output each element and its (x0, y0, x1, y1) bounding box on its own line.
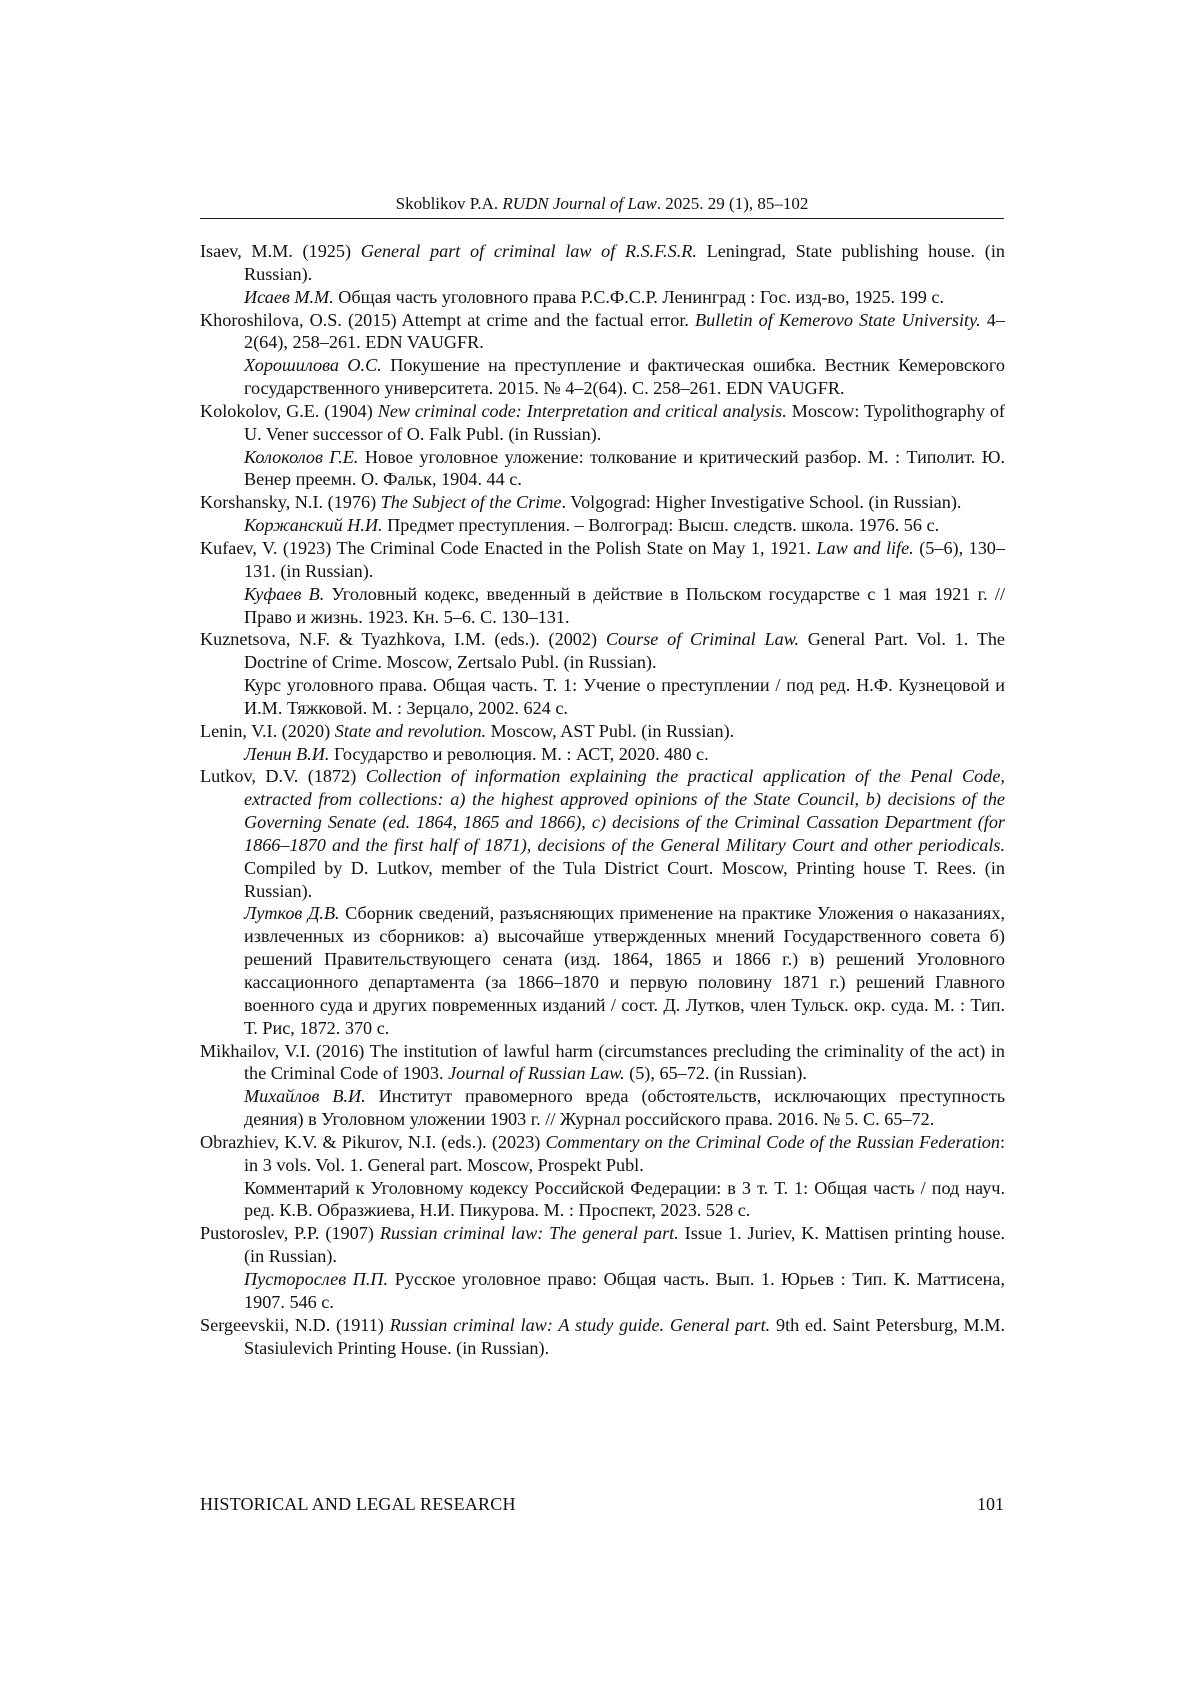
reference-list (200, 240, 1005, 1359)
reference-russian (200, 1085, 1005, 1131)
reference-english (200, 309, 1005, 355)
reference-russian (200, 354, 1005, 400)
reference-english (200, 491, 1005, 514)
reference-title: Course of Criminal Law. (605, 629, 800, 650)
reference-text-ru: Новое уголовное уложение: толкование и критический разбор. М. : Типолит. Ю. Венер преемн. О. Фальк, 1904. 44 с. (244, 446, 1005, 490)
footer-section-title: HISTORICAL AND LEGAL RESEARCH (200, 1494, 516, 1514)
reference-entry (200, 1314, 1005, 1360)
reference-author-ru: Ленин В.И. (244, 743, 330, 764)
reference-text: Lutkov, D.V. (1872) (200, 766, 366, 787)
reference-text: General Part. Vol. 1. The Doctrine of Crime. Moscow, Zertsalo Publ. (in Russian). (244, 629, 1005, 673)
reference-english (200, 720, 1005, 743)
reference-text: Kolokolov, G.E. (1904) (200, 400, 378, 421)
reference-entry (200, 1222, 1005, 1313)
header-author: Skoblikov P.A. (395, 194, 499, 213)
reference-entry (200, 400, 1005, 491)
reference-entry (200, 309, 1005, 400)
header-journal: RUDN Journal of Law (502, 194, 657, 213)
reference-title: The Subject of the Crime (380, 492, 562, 513)
reference-text: Moscow: Typolithography of U. Vener successor of O. Falk Publ. (in Russian). (244, 400, 1005, 444)
reference-english (200, 1222, 1005, 1268)
reference-entry (200, 1131, 1005, 1222)
reference-text: Moscow, AST Publ. (in Russian). (486, 720, 735, 741)
reference-english (200, 628, 1005, 674)
running-header (200, 193, 1004, 215)
reference-russian (200, 514, 1005, 537)
reference-text-ru: Общая часть уголовного права Р.С.Ф.С.Р. Ленинград : Гос. изд-во, 1925. 199 с. (333, 286, 945, 307)
reference-text: Sergeevskii, N.D. (1911) (200, 1314, 390, 1335)
reference-title: Journal of Russian Law. (448, 1063, 625, 1084)
reference-english (200, 400, 1005, 446)
reference-text: 9th ed. Saint Petersburg, M.M. Stasiulevich Printing House. (in Russian). (244, 1314, 1005, 1358)
reference-text: Pustoroslev, P.P. (1907) (200, 1223, 380, 1244)
reference-text: (5), 65–72. (in Russian). (624, 1063, 807, 1084)
reference-english (200, 1040, 1005, 1086)
reference-title: Russian criminal law: The general part. (379, 1223, 679, 1244)
reference-entry (200, 537, 1005, 628)
reference-russian (200, 446, 1005, 492)
reference-russian (200, 674, 1005, 720)
header-divider (200, 218, 1004, 219)
reference-text-ru: Курс уголовного права. Общая часть. Т. 1: Учение о преступлении / под ред. Н.Ф. Кузнецовой и И.М. Тяжковой. М. : Зерцало, 2002. 624 с. (244, 675, 1005, 718)
reference-text: Mikhailov, V.I. (2016) The institution of lawful harm (circumstances precluding the criminality of the act) in the Criminal Code of 1903. (200, 1040, 1005, 1084)
reference-entry (200, 1040, 1005, 1131)
reference-author-ru: Михайлов В.И. (244, 1086, 366, 1107)
reference-title: Russian criminal law: A study guide. General part. (389, 1314, 771, 1335)
reference-author-ru: Пусторослев П.П. (244, 1268, 389, 1289)
reference-entry (200, 765, 1005, 1039)
reference-russian (200, 583, 1005, 629)
reference-text: Issue 1. Juriev, K. Mattisen printing house. (in Russian). (244, 1223, 1005, 1267)
reference-title: State and revolution. (334, 720, 487, 741)
reference-english (200, 1131, 1005, 1177)
reference-text: Kufaev, V. (1923) The Criminal Code Enacted in the Polish State on May 1, 1921. (200, 537, 817, 558)
reference-text: Lenin, V.I. (2020) (200, 720, 335, 741)
reference-entry (200, 240, 1005, 309)
reference-english (200, 765, 1005, 902)
reference-title: New criminal code: Interpretation and critical analysis. (377, 400, 787, 421)
reference-title: General part of criminal law of R.S.F.S.R. (360, 241, 697, 261)
reference-text: Obrazhiev, K.V. & Pikurov, N.I. (eds.). (2023) (200, 1131, 546, 1152)
reference-russian (200, 902, 1005, 1039)
reference-text-ru: Комментарий к Уголовному кодексу Российской Федерации: в 3 т. Т. 1: Общая часть / под науч. ред. К.В. Образжиева, Н.И. Пикурова. М. : Проспект, 2023. 528 с. (244, 1177, 1005, 1221)
reference-english (200, 537, 1005, 583)
reference-text: Korshansky, N.I. (1976) (200, 492, 381, 513)
reference-author-ru: Куфаев В. (244, 583, 325, 604)
reference-author-ru: Исаев М.М. (244, 286, 334, 307)
reference-text-ru: Русское уголовное право: Общая часть. Вып. 1. Юрьев : Тип. К. Маттисена, 1907. 546 с. (244, 1268, 1005, 1312)
reference-text: (5–6), 130–131. (in Russian). (244, 537, 1005, 581)
page-number: 101 (977, 1494, 1004, 1514)
reference-title: Commentary on the Criminal Code of the Russian Federation (545, 1131, 1000, 1152)
reference-title: Collection of information explaining the practical application of the Penal Code, extracted from collections: a) the highest approved opinions of the State Council, b) decisions of the Governing Senate (ed. 1864, 1865 and 1866), c) decisions of the Criminal Cassation Department (for 1866–1870 and the first half of 1871), decisions of the General Military Court and other periodicals. (244, 766, 1005, 855)
reference-author-ru: Коржанский Н.И. (244, 515, 383, 536)
reference-russian (200, 286, 1005, 309)
reference-english (200, 1314, 1005, 1360)
reference-russian (200, 743, 1005, 766)
reference-text-ru: Предмет преступления. – Волгоград: Высш. следств. школа. 1976. 56 с. (382, 515, 940, 536)
reference-text-ru: Институт правомерного вреда (обстоятельств, исключающих преступность деяния) в Уголовном уложении 1903 г. // Журнал российского права. 2016. № 5. С. 65–72. (244, 1086, 1005, 1130)
reference-text-ru: Сборник сведений, разъясняющих применение на практике Уложения о наказаниях, извлеченных из сборников: а) высочайше утвержденных мнений Государственного совета б) решений Правительствующего сената (изд. 1864, 1865 и 1866 г.) в) решений Уголовного кассационного департамента (за 1866–1870 и первую половину 1871 г.) решений Главного военного суда и других повременных изданий / сост. Д. Лутков, член Тульск. окр. суда. М. : Тип. Т. Рис, 1872. 370 с. (244, 903, 1005, 1038)
reference-text-ru: Покушение на преступление и фактическая ошибка. Вестник Кемеровского государственного университета. 2015. № 4–2(64). С. 258–261. EDN VAUGFR. (244, 355, 1006, 399)
reference-english (200, 240, 1005, 286)
reference-text-ru: Государство и революция. М. : АСТ, 2020. 480 с. (329, 743, 709, 764)
reference-text: Isaev, M.M. (1925) (200, 241, 361, 261)
reference-russian (200, 1177, 1005, 1223)
reference-text: Khoroshilova, O.S. (2015) Attempt at crime and the factual error. (200, 309, 695, 330)
reference-text: Leningrad, State publishing house. (in Russian). (244, 241, 1005, 284)
reference-title: Law and life. (816, 537, 914, 558)
reference-text: Compiled by D. Lutkov, member of the Tula District Court. Moscow, Printing house T. Rees. (in Russian). (244, 857, 1005, 901)
reference-author-ru: Колоколов Г.Е. (244, 446, 359, 467)
reference-text: . Volgograd: Higher Investigative School. (in Russian). (561, 492, 962, 513)
reference-russian (200, 1268, 1005, 1314)
header-citation: . 2025. 29 (1), 85–102 (656, 194, 809, 213)
reference-title: Bulletin of Kemerovo State University. (695, 309, 981, 330)
reference-entry (200, 491, 1005, 537)
reference-text-ru: Уголовный кодекс, введенный в действие в Польском государстве с 1 мая 1921 г. // Право и жизнь. 1923. Кн. 5–6. С. 130–131. (244, 583, 1005, 627)
reference-text: : in 3 vols. Vol. 1. General part. Moscow, Prospekt Publ. (244, 1131, 1005, 1175)
reference-entry (200, 720, 1005, 766)
reference-author-ru: Лутков Д.В. (244, 903, 340, 924)
reference-text: Kuznetsova, N.F. & Tyazhkova, I.M. (eds.). (2002) (200, 629, 606, 650)
reference-entry (200, 628, 1005, 719)
reference-text: 4–2(64), 258–261. EDN VAUGFR. (244, 309, 1005, 353)
reference-author-ru: Хорошилова О.С. (244, 355, 382, 376)
